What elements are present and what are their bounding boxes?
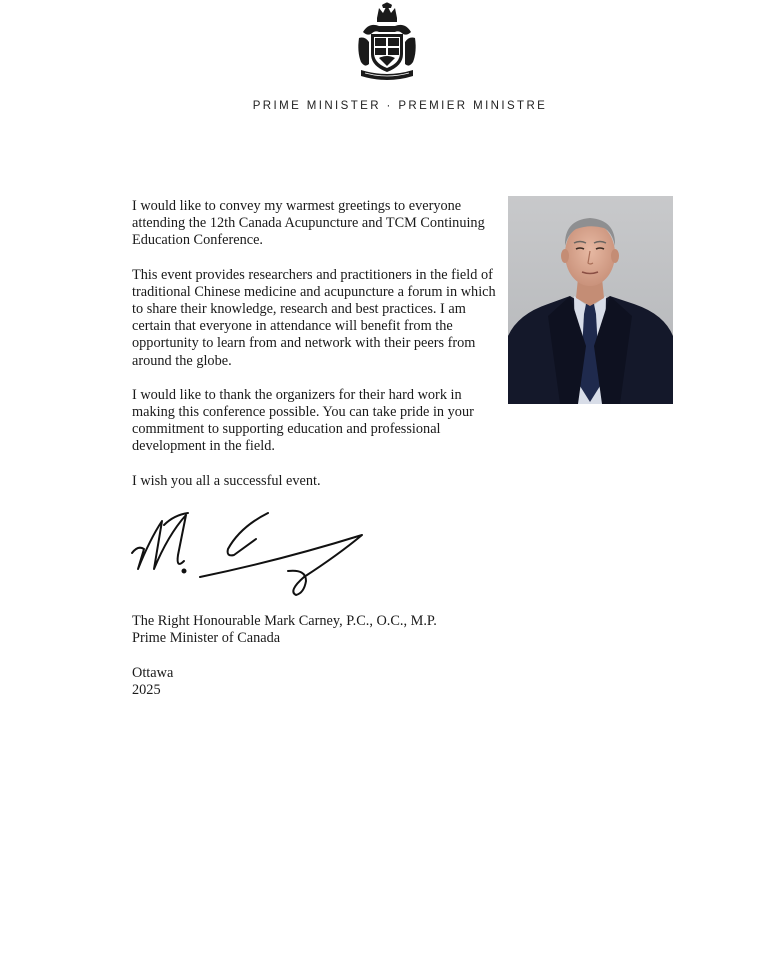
place: Ottawa: [132, 665, 174, 681]
signatory-name: The Right Honourable Mark Carney, P.C., O.C., M.P.: [132, 613, 437, 629]
office-label: PRIME MINISTER · PREMIER MINISTRE: [252, 100, 548, 112]
year: 2025: [132, 682, 161, 699]
paragraph: I would like to convey my warmest greetings to everyone attending the 12th Canada Acupuncture and TCM Continuing Education Conference.: [132, 198, 485, 249]
paragraph: This event provides researchers and practitioners in the field of traditional Chinese medicine and acupuncture a forum in which to share their knowledge, research and best practices. I am certain that everyone in attendance will benefit from the opportunity to learn from and network with their peers from around the globe.: [132, 266, 496, 369]
paragraph: I wish you all a successful event.: [132, 472, 321, 489]
letter-body: [132, 198, 502, 507]
signatory-block: [132, 613, 437, 647]
signatory-title: Prime Minister of Canada: [132, 630, 281, 647]
paragraph: I would like to thank the organizers for their hard work in making this conference possible. You can take pride in your commitment to supporting education and professional development in the field.: [132, 386, 474, 455]
place-date-block: [132, 665, 173, 699]
coat-of-arms-icon: [355, 2, 419, 82]
signature: [128, 505, 368, 600]
portrait-photo: [508, 196, 673, 404]
